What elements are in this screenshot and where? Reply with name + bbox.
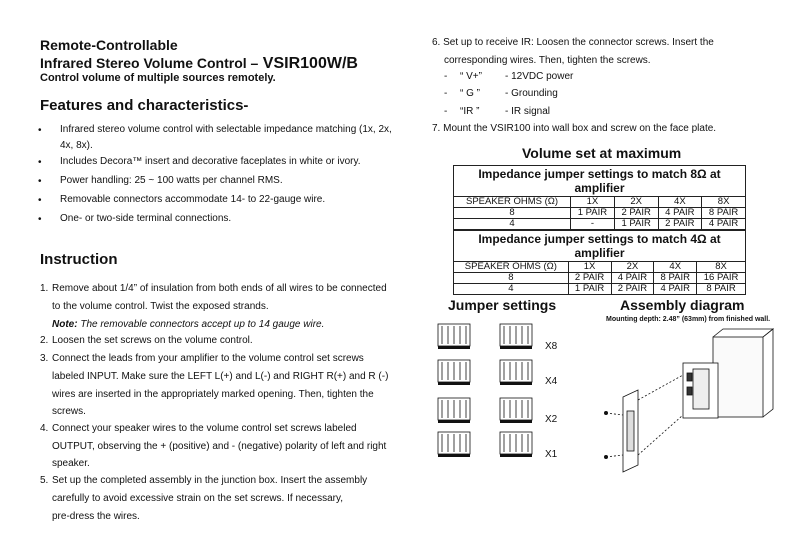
step-line: Remove about 1/4” of insulation from both ends of all wires to be connected — [52, 283, 387, 294]
step-line: Connect your speaker wires to the volume control set screws labeled — [52, 423, 357, 434]
cell: 4 PAIR — [702, 219, 746, 230]
step-line: Set up the completed assembly in the junction box. Insert the assembly — [52, 475, 368, 486]
pin-dash: - — [444, 88, 448, 99]
cell: 2 PAIR — [568, 273, 611, 284]
step-line: pre-dress the wires. — [52, 511, 140, 522]
cell: 1 PAIR — [614, 219, 658, 230]
step-line: wires are inserted in the appropriately marked opening. Then, tighten the — [52, 389, 374, 400]
step-number: 3. — [40, 353, 49, 364]
wall-box — [713, 337, 763, 417]
step7-line: 7. Mount the VSIR100 into wall box and screw on the face plate. — [432, 123, 717, 134]
cell: 4 — [454, 284, 569, 295]
step-line: OUTPUT, observing the + (positive) and - (negative) polarity of left and right — [52, 441, 387, 452]
pin-name: “ V+” — [460, 71, 482, 82]
features-heading: Features and characteristics- — [40, 97, 249, 114]
cell: 8 PAIR — [697, 284, 746, 295]
table-caption: Impedance jumper settings to match 4Ω at amplifier — [454, 231, 746, 262]
cell: 1 PAIR — [571, 208, 615, 219]
feature-item: Removable connectors accommodate 14- to 22-gauge wire. — [60, 194, 326, 205]
feature-item: Infrared stereo volume control with selectable impedance matching (1x, 2x, — [60, 124, 392, 135]
pin-name: “ G ” — [460, 88, 480, 99]
jumper-label-x2: X2 — [545, 414, 558, 425]
jumper-label-x4: X4 — [545, 376, 558, 387]
cell: 16 PAIR — [697, 273, 746, 284]
step-line: to the volume control. Twist the exposed strands. — [52, 301, 269, 312]
jumper-label-x8: X8 — [545, 341, 558, 352]
screw-icon — [604, 411, 608, 415]
col-header: 8X — [702, 197, 746, 208]
col-header: SPEAKER OHMS (Ω) — [454, 262, 569, 273]
step-note — [52, 317, 324, 333]
step-number: 2. — [40, 335, 49, 346]
step-line: screws. — [52, 406, 86, 417]
cell: 4 PAIR — [658, 208, 702, 219]
assembly-illustration — [598, 325, 778, 475]
step-line: carefully to avoid excessive strain on the set screws. If necessary, — [52, 493, 344, 504]
cell: - — [571, 219, 615, 230]
table-row — [454, 284, 746, 295]
step-number: 1. — [40, 283, 49, 294]
pin-dash: - — [444, 71, 448, 82]
pin-desc: - Grounding — [505, 88, 558, 99]
jumper-block-x1-a — [438, 432, 470, 454]
note-text: The removable connectors accept up to 14 gauge wire. — [77, 319, 325, 330]
jumper-block-x1-b — [500, 432, 532, 454]
pin-labels — [438, 346, 532, 457]
step-number: 5. — [40, 475, 49, 486]
jumper-block-x8-b — [500, 324, 532, 346]
cell: 4 PAIR — [611, 273, 654, 284]
bullet-dot: • — [38, 176, 42, 187]
cell: 2 PAIR — [614, 208, 658, 219]
instruction-heading: Instruction — [40, 251, 118, 268]
col-header: 1X — [571, 197, 615, 208]
step-line: Connect the leads from your amplifier to the volume control set screws — [52, 353, 364, 364]
cell: 8 PAIR — [702, 208, 746, 219]
col-header: 2X — [611, 262, 654, 273]
cell: 8 — [454, 273, 569, 284]
pin-desc: - IR signal — [505, 106, 551, 117]
col-header: 8X — [697, 262, 746, 273]
feature-item-cont: 4x, 8x). — [60, 140, 93, 151]
feature-item: One- or two-side terminal connections. — [60, 213, 232, 224]
screw-icon — [604, 455, 608, 459]
subtitle: Control volume of multiple sources remotely. — [40, 72, 276, 84]
feature-item: Includes Decora™ insert and decorative faceplates in white or ivory. — [60, 156, 361, 167]
jumper-heading: Jumper settings — [448, 297, 557, 313]
col-header: SPEAKER OHMS (Ω) — [454, 197, 571, 208]
cell: 8 — [454, 208, 571, 219]
volume-heading: Volume set at maximum — [522, 145, 682, 161]
mounting-note: Mounting depth: 2.48” (63mm) from finished wall. — [606, 316, 771, 323]
jumper-block-x8-a — [438, 324, 470, 346]
jumper-label-x1: X1 — [545, 449, 558, 460]
title-line2 — [40, 55, 358, 73]
cell: 8 PAIR — [654, 273, 697, 284]
cell: 2 PAIR — [611, 284, 654, 295]
cell: 2 PAIR — [658, 219, 702, 230]
table-row — [454, 219, 746, 230]
table-row — [454, 273, 746, 284]
pin-desc: - 12VDC power — [505, 71, 574, 82]
col-header: 4X — [654, 262, 697, 273]
bullet-dot: • — [38, 157, 42, 168]
step-line: speaker. — [52, 458, 90, 469]
assembly-heading: Assembly diagram — [620, 297, 745, 313]
title-line1: Remote-Controllable — [40, 37, 178, 53]
step6-line: corresponding wires. Then, tighten the screws. — [444, 55, 651, 66]
col-header: 2X — [614, 197, 658, 208]
step6-line: 6. Set up to receive IR: Loosen the connector screws. Insert the — [432, 37, 714, 48]
bullet-dot: • — [38, 214, 42, 225]
cell: 4 PAIR — [654, 284, 697, 295]
feature-item: Power handling: 25 ~ 100 watts per channel RMS. — [60, 175, 283, 186]
note-label: Note: — [52, 319, 78, 330]
impedance-table-8ohm — [453, 165, 746, 230]
title-product: Infrared Stereo Volume Control – — [40, 55, 259, 71]
bullet-dot: • — [38, 195, 42, 206]
jumper-block-x4-b — [500, 360, 532, 382]
jumper-block-x2-b — [500, 398, 532, 420]
table-row — [454, 208, 746, 219]
col-header: 4X — [658, 197, 702, 208]
jumper-block-x2-a — [438, 398, 470, 420]
step-line: labeled INPUT. Make sure the LEFT L(+) and L(-) and RIGHT R(+) and R (-) — [52, 371, 389, 382]
cell: 1 PAIR — [568, 284, 611, 295]
pin-name: “IR ” — [460, 106, 480, 117]
pin-dash: - — [444, 106, 448, 117]
step-line: Loosen the set screws on the volume control. — [52, 335, 253, 346]
bullet-dot: • — [38, 125, 42, 136]
title-model: VSIR100W/B — [262, 55, 358, 72]
col-header: 1X — [568, 262, 611, 273]
jumper-block-x4-a — [438, 360, 470, 382]
impedance-table-4ohm — [453, 230, 746, 295]
step-number: 4. — [40, 423, 49, 434]
cell: 4 — [454, 219, 571, 230]
table-caption: Impedance jumper settings to match 8Ω at amplifier — [454, 166, 746, 197]
